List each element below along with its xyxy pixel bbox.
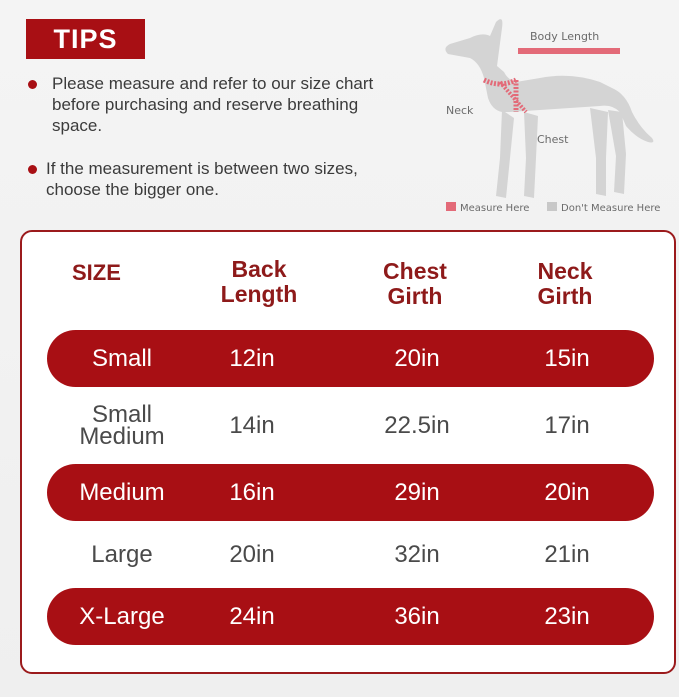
header-back-length — [204, 257, 314, 307]
table-row — [47, 588, 654, 645]
header-chest-line: Chest — [383, 258, 447, 284]
chest-label: Chest — [537, 133, 569, 146]
cell-chest-girth: 20in — [394, 344, 440, 372]
bullet-icon — [28, 80, 37, 89]
dog-silhouette-icon — [445, 19, 653, 198]
table-row — [47, 330, 654, 387]
tips-badge: TIPS — [26, 19, 145, 59]
cell-size: Large — [91, 540, 153, 568]
tip-item — [28, 158, 388, 200]
header-back-line: Back — [231, 256, 287, 282]
dont-measure-legend-label: Don't Measure Here — [561, 203, 661, 214]
cell-chest-girth: 36in — [394, 602, 440, 630]
tip-item — [28, 73, 378, 136]
body-length-marker — [518, 48, 620, 54]
cell-size: Medium — [79, 478, 165, 506]
header-chest-girth — [360, 259, 470, 309]
bullet-icon — [28, 165, 37, 174]
measure-legend-label: Measure Here — [460, 203, 530, 214]
header-back-line: Length — [220, 281, 298, 307]
cell-chest-girth: 32in — [394, 540, 440, 568]
dont-measure-legend-swatch — [547, 202, 557, 211]
dog-measurement-diagram — [440, 8, 672, 223]
cell-chest-girth: 22.5in — [384, 411, 450, 439]
cell-neck-girth: 15in — [544, 344, 590, 372]
cell-neck-girth: 21in — [544, 540, 590, 568]
header-neck-line: Neck — [537, 258, 593, 284]
cell-neck-girth: 20in — [544, 478, 590, 506]
cell-back-length: 14in — [229, 411, 275, 439]
measure-legend-swatch — [446, 202, 456, 211]
cell-chest-girth: 29in — [394, 478, 440, 506]
cell-back-length: 16in — [229, 478, 275, 506]
tip-text: Please measure and refer to our size chart before purchasing and reserve breathing space. — [52, 74, 374, 135]
header-neck-line: Girth — [537, 283, 593, 309]
size-chart-table — [20, 230, 676, 674]
tip-text: If the measurement is between two sizes, choose the bigger one. — [46, 159, 358, 199]
cell-back-length: 24in — [229, 602, 275, 630]
cell-neck-girth: 17in — [544, 411, 590, 439]
header-neck-girth — [510, 259, 620, 309]
table-row — [47, 526, 654, 583]
table-row — [47, 464, 654, 521]
cell-size: Small — [91, 344, 152, 372]
header-size: SIZE — [72, 260, 121, 285]
neck-label: Neck — [446, 104, 474, 117]
cell-back-length: 20in — [229, 540, 275, 568]
cell-neck-girth: 23in — [544, 602, 590, 630]
cell-size: Small Medium — [79, 400, 165, 450]
body-length-label: Body Length — [530, 30, 600, 43]
cell-size: X-Large — [79, 602, 165, 630]
cell-back-length: 12in — [229, 344, 275, 372]
table-row — [47, 397, 654, 454]
header-chest-line: Girth — [387, 283, 443, 309]
